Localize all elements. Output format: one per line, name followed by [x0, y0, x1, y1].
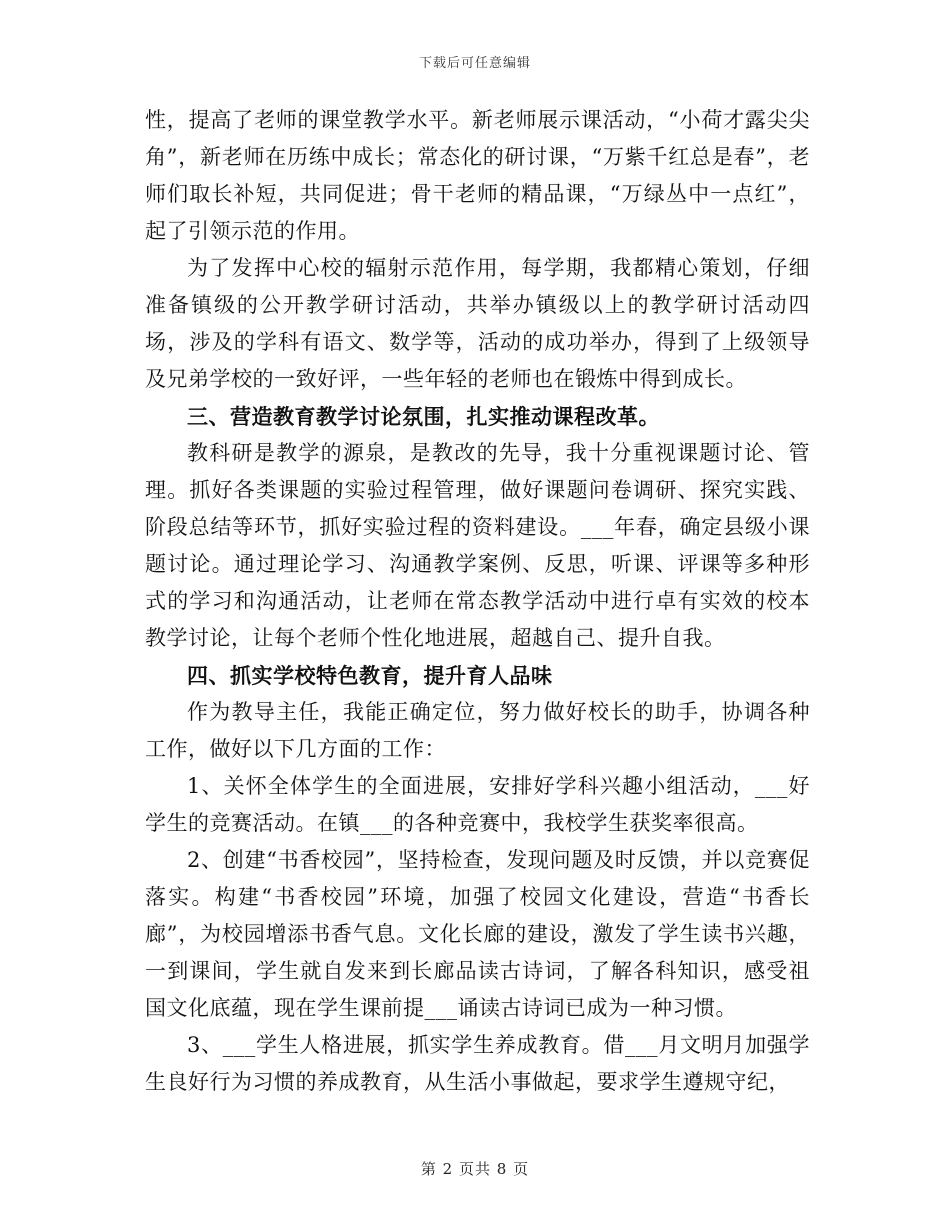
paragraph-continuation: 性，提高了老师的课堂教学水平。新老师展示课活动，“小荷才露尖尖角”，新老师在历练中成长；常态化的研讨课，“万紫千红总是春”，老师们取长补短，共同促进；骨干老师的精品课，“万绿丛中一点红”，起了引领示范的作用。 [145, 108, 810, 243]
page-footer: 第 2 页共 8 页 [420, 1160, 530, 1178]
section-heading-3: 三、营造教育教学讨论氛围，扎实推动课程改革。 [187, 404, 660, 429]
paragraph-role: 作为教导主任，我能正确定位，努力做好校长的助手，协调各种工作，做好以下几方面的工作： [145, 700, 810, 761]
paragraph-radiation-demo: 为了发挥中心校的辐射示范作用，每学期，我都精心策划，仔细准备镇级的公开教学研讨活动，共举办镇级以上的教学研讨活动四场，涉及的学科有语文、数学等，活动的成功举办，得到了上级领导及兄弟学校的一致好评，一些年轻的老师也在锻炼中得到成长。 [145, 256, 810, 391]
list-item-1: 1、关怀全体学生的全面进展，安排好学科兴趣小组活动，___好学生的竞赛活动。在镇___的各种竞赛中，我校学生获奖率很高。 [145, 774, 810, 835]
section-heading-4: 四、抓实学校特色教育，提升育人品味 [187, 663, 553, 688]
page-header: 下载后可任意编辑 [418, 56, 531, 71]
list-item-3: 3、___学生人格进展，抓实学生养成教育。借___月文明月加强学生良好行为习惯的养成教育，从生活小事做起，要求学生遵规守纪， [145, 1033, 810, 1094]
paragraph-research: 教科研是教学的源泉，是教改的先导，我十分重视课题讨论、管理。抓好各类课题的实验过程管理，做好课题问卷调研、探究实践、阶段总结等环节，抓好实验过程的资料建设。___年春，确定县级小课题讨论。通过理论学习、沟通教学案例、反思，听课、评课等多种形式的学习和沟通活动，让老师在常态教学活动中进行卓有实效的校本教学讨论，让每个老师个性化地进展，超越自己、提升自我。 [145, 441, 810, 650]
list-item-2: 2、创建“书香校园”，坚持检查，发现问题及时反馈，并以竞赛促落实。构建“书香校园”环境，加强了校园文化建设，营造“书香长廊”，为校园增添书香气息。文化长廊的建设，激发了学生读书兴趣，一到课间，学生就自发来到长廊品读古诗词，了解各科知识，感受祖国文化底蕴，现在学生课前提___诵读古诗词已成为一种习惯。 [145, 848, 810, 1020]
document-body [145, 102, 810, 1101]
